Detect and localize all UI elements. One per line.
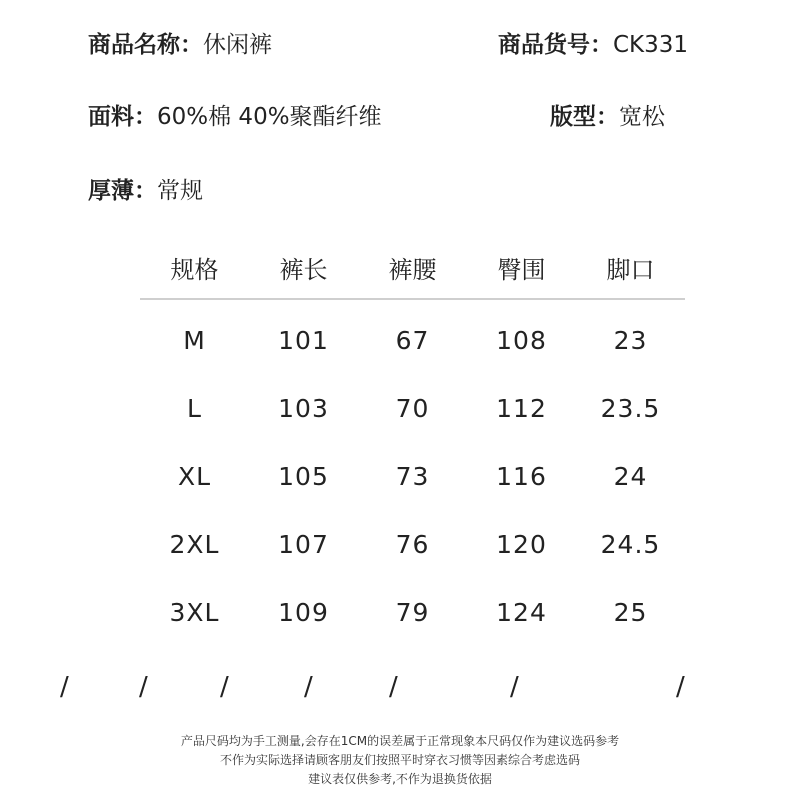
disclaimer-line: 不作为实际选择请顾客朋友们按照平时穿衣习惯等因素综合考虑选码	[219, 753, 580, 767]
table-cell: 73	[395, 461, 430, 491]
divider-mark: /	[676, 672, 685, 702]
table-cell: 25	[613, 597, 648, 627]
spec-label: 面料：	[88, 104, 157, 130]
divider-mark: /	[389, 672, 398, 702]
table-cell: 23.5	[600, 393, 661, 423]
table-cell: XL	[177, 461, 212, 491]
table-cell: 112	[496, 393, 547, 423]
spec-value: 宽松	[619, 104, 665, 130]
table-cell: 2XL	[169, 529, 220, 559]
table-cell: 107	[278, 529, 329, 559]
divider-mark: /	[60, 672, 69, 702]
table-cell: 3XL	[169, 597, 220, 627]
table-row	[140, 578, 685, 646]
table-cell: 108	[496, 325, 547, 355]
table-row	[140, 510, 685, 578]
table-cell: 120	[496, 529, 547, 559]
measurement-disclaimer	[0, 732, 800, 789]
column-header-waist: 裤腰	[388, 255, 437, 284]
column-header-hip: 臀围	[497, 255, 546, 284]
divider-mark: /	[510, 672, 519, 702]
table-cell: L	[187, 393, 202, 423]
table-cell: 105	[278, 461, 329, 491]
table-cell: 103	[278, 393, 329, 423]
spec-value: CK331	[613, 32, 689, 58]
divider-mark: /	[304, 672, 313, 702]
disclaimer-line: 建议表仅供参考,不作为退换货依据	[308, 772, 492, 786]
spec-thickness	[88, 172, 203, 205]
table-row	[140, 442, 685, 510]
spec-label: 厚薄：	[88, 178, 157, 204]
table-cell: 79	[395, 597, 430, 627]
table-row	[140, 299, 685, 374]
spec-value: 常规	[157, 178, 203, 204]
size-chart-header-row	[140, 236, 685, 299]
spec-product-name	[88, 26, 272, 59]
spec-label: 商品名称：	[88, 32, 203, 58]
spec-fit	[550, 98, 665, 131]
table-cell: 76	[395, 529, 430, 559]
spec-product-sku	[498, 26, 688, 59]
table-cell: M	[183, 325, 206, 355]
table-cell: 24	[613, 461, 648, 491]
column-header-size: 规格	[170, 255, 219, 284]
spec-value: 休闲裤	[203, 32, 272, 58]
column-header-length: 裤长	[279, 255, 328, 284]
size-chart-table	[140, 236, 685, 646]
table-cell: 67	[395, 325, 430, 355]
table-cell: 109	[278, 597, 329, 627]
spec-label: 商品货号：	[498, 32, 613, 58]
table-cell: 23	[613, 325, 648, 355]
spec-value: 60%棉 40%聚酯纤维	[157, 104, 382, 130]
table-row	[140, 374, 685, 442]
table-cell: 101	[278, 325, 329, 355]
table-cell: 70	[395, 393, 430, 423]
table-cell: 24.5	[600, 529, 661, 559]
disclaimer-line: 产品尺码均为手工测量,会存在1CM的误差属于正常现象本尺码仅作为建议选码参考	[180, 734, 620, 748]
column-header-leg-opening: 脚口	[606, 255, 655, 284]
divider-mark: /	[139, 672, 148, 702]
divider-mark: /	[220, 672, 229, 702]
spec-fabric	[88, 98, 382, 131]
spec-label: 版型：	[550, 104, 619, 130]
table-cell: 124	[496, 597, 547, 627]
table-cell: 116	[496, 461, 547, 491]
